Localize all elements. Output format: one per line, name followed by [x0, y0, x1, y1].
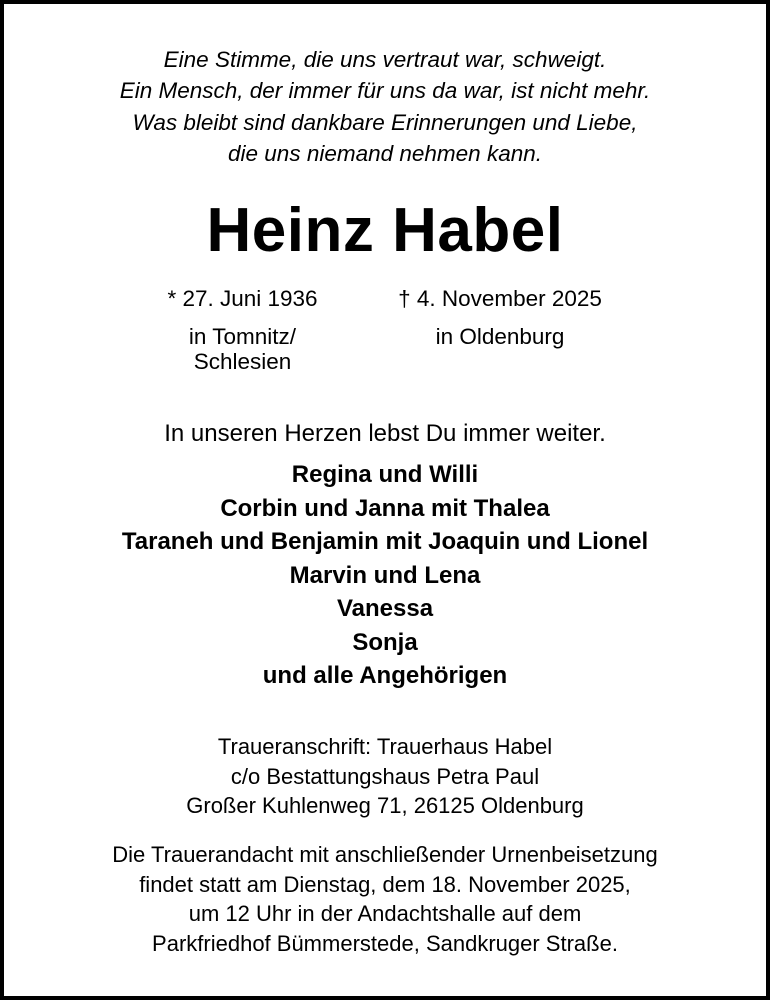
mourner-entry: Corbin und Janna mit Thalea [220, 494, 550, 522]
quote-line: Eine Stimme, die uns vertraut war, schweigt. [163, 47, 607, 72]
death-info [370, 286, 630, 349]
mourner-entry: Marvin und Lena [289, 561, 481, 589]
address-line: Traueranschrift: Trauerhaus Habel [217, 734, 553, 759]
mourners-list [0, 458, 770, 693]
death-place-line: in Oldenburg [435, 324, 565, 349]
birth-date: * 27. Juni 1936 [167, 286, 318, 311]
service-line: um 12 Uhr in der Andachtshalle auf dem [188, 901, 582, 927]
death-date: † 4. November 2025 [398, 286, 602, 311]
mourner-entry: Regina und Willi [291, 461, 479, 488]
quote-line: Was bleibt sind dankbare Erinnerungen und Liebe, [132, 109, 638, 135]
birth-place-line: in Tomnitz/ [188, 324, 297, 349]
deceased-name: Heinz Habel [206, 196, 564, 265]
mourning-address [0, 732, 770, 821]
address-line: Großer Kuhlenweg 71, 26125 Oldenburg [186, 793, 584, 818]
service-line: Parkfriedhof Bümmerstede, Sandkruger Straße. [152, 931, 618, 957]
birth-info [140, 286, 345, 374]
motto: In unseren Herzen lebst Du immer weiter. [164, 420, 606, 447]
mourner-entry: Taraneh und Benjamin mit Joaquin und Lionel [121, 528, 649, 555]
quote-line: Ein Mensch, der immer für uns da war, ist nicht mehr. [119, 78, 651, 104]
quote-line: die uns niemand nehmen kann. [228, 140, 542, 166]
mourner-entry: Vanessa [336, 595, 434, 622]
mourner-entry: und alle Angehörigen [262, 662, 508, 689]
address-line: c/o Bestattungshaus Petra Paul [230, 763, 540, 789]
birth-place [140, 324, 345, 374]
service-line: findet statt am Dienstag, dem 18. November 2025, [139, 871, 631, 897]
birth-place-line: Schlesien [193, 349, 292, 374]
service-line: Die Trauerandacht mit anschließender Urnenbeisetzung [112, 842, 658, 867]
service-details [0, 840, 770, 959]
mourner-entry: Sonja [352, 628, 418, 656]
memorial-quote [0, 44, 770, 169]
death-place [370, 324, 630, 349]
